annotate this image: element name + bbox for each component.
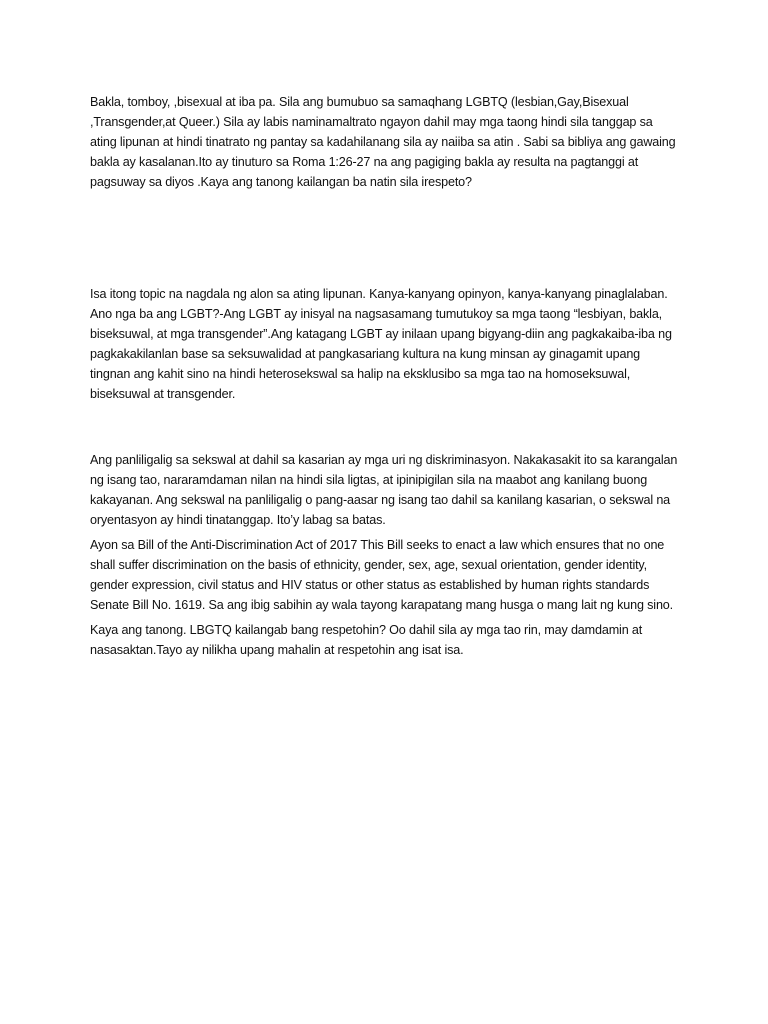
paragraph-4: Ayon sa Bill of the Anti-Discrimination Act of 2017 This Bill seeks to enact a law which ensures that no one shall suffer discrimination on the basis of ethnicity, gender, sex, age, sexual orientation, gender identity, gender expression, civil status and HIV status or other status as established by human rights standards Senate Bill No. 1619. Sa ang ibig sabihin ay wala tayong karapatang mang husga o mang lait ng kung sino. (90, 538, 674, 612)
document-body (90, 92, 678, 660)
paragraph-2: Isa itong topic na nagdala ng alon sa ating lipunan. Kanya-kanyang opinyon, kanya-kanyang pinaglalaban. Ano nga ba ang LGBT?-Ang LGBT ay inisyal na nagsasamang tumutukoy sa mga taong “lesbiyan, bakla, biseksuwal, at mga transgender”.Ang katagang LGBT ay inilaan upang bigyang-diin ang pagkakaiba-iba ng pagkakakilanlan base sa seksuwalidad at pangkasariang kultura na kung minsan ay ginagamit upang tingnan ang kahit sino na hindi heterosekswal sa halip na eksklusibo sa mga tao na homoseksuwal, biseksuwal at transgender. (90, 287, 672, 401)
paragraph-1: Bakla, tomboy, ,bisexual at iba pa. Sila ang bumubuo sa samaqhang LGBTQ (lesbian,Gay,Bisexual ,Transgender,at Queer.) Sila ay labis naminamaltrato ngayon dahil may mga taong hindi sila tanggap sa ating lipunan at hindi tinatrato ng pantay sa kadahilanang sila ay naiiba sa atin . Sabi sa bibliya ang gawaing bakla ay kasalanan.Ito ay tinuturo sa Roma 1:26-27 na ang pagiging bakla ay resulta na pagtanggi at pagsuway sa diyos .Kaya ang tanong kailangan ba natin sila irespeto? (90, 95, 676, 189)
paragraph-5: Kaya ang tanong. LBGTQ kailangab bang respetohin? Oo dahil sila ay mga tao rin, may damdamin at nasasaktan.Tayo ay nilikha upang mahalin at respetohin ang isat isa. (90, 623, 643, 657)
paragraph-3: Ang panliligalig sa sekswal at dahil sa kasarian ay mga uri ng diskriminasyon. Nakakasakit ito sa karangalan ng isang tao, nararamdaman nilan na hindi sila ligtas, at ipinipigilan sila na maabot ang kanilang buong kakayanan. Ang sekswal na panliligalig o pang-aasar ng isang tao dahil sa kanilang kasarian, o sekswal na oryentasyon ay hindi tinatanggap. Ito’y labag sa batas. (90, 453, 678, 527)
